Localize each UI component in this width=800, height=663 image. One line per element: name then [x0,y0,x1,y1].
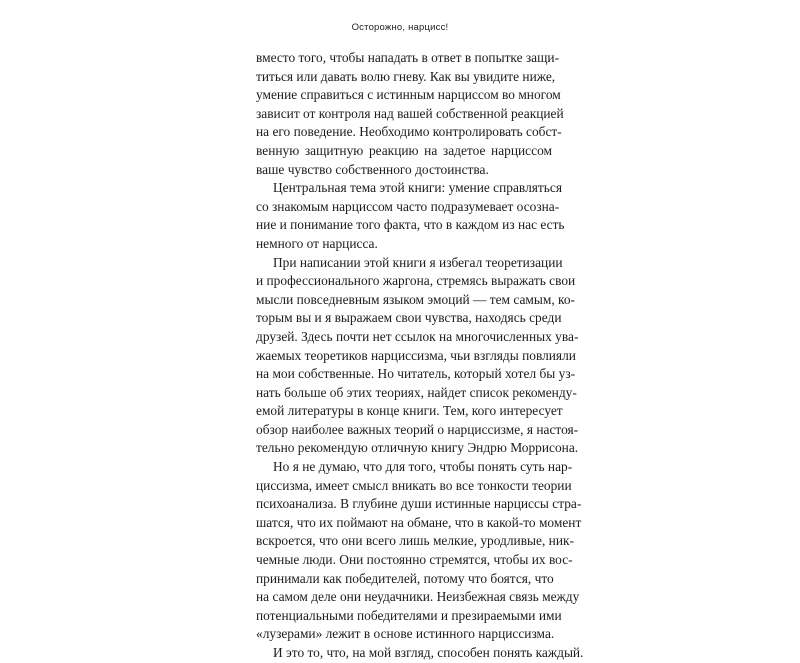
text-line: При написании этой книги я избегал теоретизации [273,254,563,270]
text-line: на его поведение. Необходимо контролировать собст- [256,124,562,140]
text-line: шатся, что их поймают на обмане, что в какой-то момент [256,514,582,530]
text-line: нать больше об этих теориях, найдет список рекоменду- [256,384,577,400]
text-line: и профессионального жаргона, стремясь выражать свои [256,273,576,289]
text-line: циссизма, имеет смысл вникать во все тонкости теории [256,477,572,493]
text-line: И это то, что, на мой взгляд, способен понять каждый. [273,645,584,660]
body-text [256,49,584,663]
text-line: мысли повседневным языком эмоций — тем самым, ко- [256,291,576,307]
text-line: чемные люди. Они постоянно стремятся, чтобы их вос- [256,552,573,568]
text-line: психоанализа. В глубине души истинные нарциссы стра- [256,496,582,512]
text-line: емой литературы в конце книги. Тем, кого интересует [256,403,563,419]
text-line: Но я не думаю, что для того, чтобы понять суть нар- [273,459,573,475]
text-line: на самом деле они неудачники. Неизбежная связь между [256,589,580,605]
text-line: потенциальными победителями и презираемыми ими [256,607,562,623]
text-line: «лузерами» лежит в основе истинного нарциссизма. [256,626,555,642]
text-line: зависит от контроля над вашей собственной реакцией [256,105,564,121]
text-line: титься или давать волю гневу. Как вы увидите ниже, [256,68,556,84]
text-line: ние и понимание того факта, что в каждом из нас есть [256,217,565,233]
text-line: жаемых теоретиков нарциссизма, чьи взгляды повлияли [256,347,576,363]
paragraph [256,644,584,663]
paragraph [256,458,582,644]
text-line: принимали как победителей, потому что боятся, что [256,570,554,586]
text-line: тельно рекомендую отличную книгу Эндрю Моррисона. [256,440,579,456]
paragraph [256,179,565,253]
text-line: ваше чувство собственного достоинства. [256,161,489,177]
text-line: умение справиться с истинным нарциссом во многом [256,87,561,103]
text-line: на мои собственные. Но читатель, который хотел бы уз- [256,366,576,382]
paragraph [256,49,564,179]
text-line: обзор наиболее важных теорий о нарциссизме, я настоя- [256,421,579,437]
text-line: вместо того, чтобы нападать в ответ в попытке защи- [256,50,560,65]
text-line: немного от нарцисса. [256,235,378,251]
text-line: со знакомым нарциссом часто подразумевает осозна- [256,198,560,214]
text-line: вскроется, что они всего лишь мелкие, уродливые, ник- [256,533,574,549]
text-line: Центральная тема этой книги: умение справляться [273,180,562,196]
paragraph [256,254,579,459]
text-line: венную защитную реакцию на задетое нарциссом [256,142,552,158]
text-line: друзей. Здесь почти нет ссылок на многочисленных ува- [256,328,579,344]
running-head: Осторожно, нарцисс! [351,22,449,33]
text-line: торым вы и я выражаем свои чувства, находясь среди [256,310,562,326]
